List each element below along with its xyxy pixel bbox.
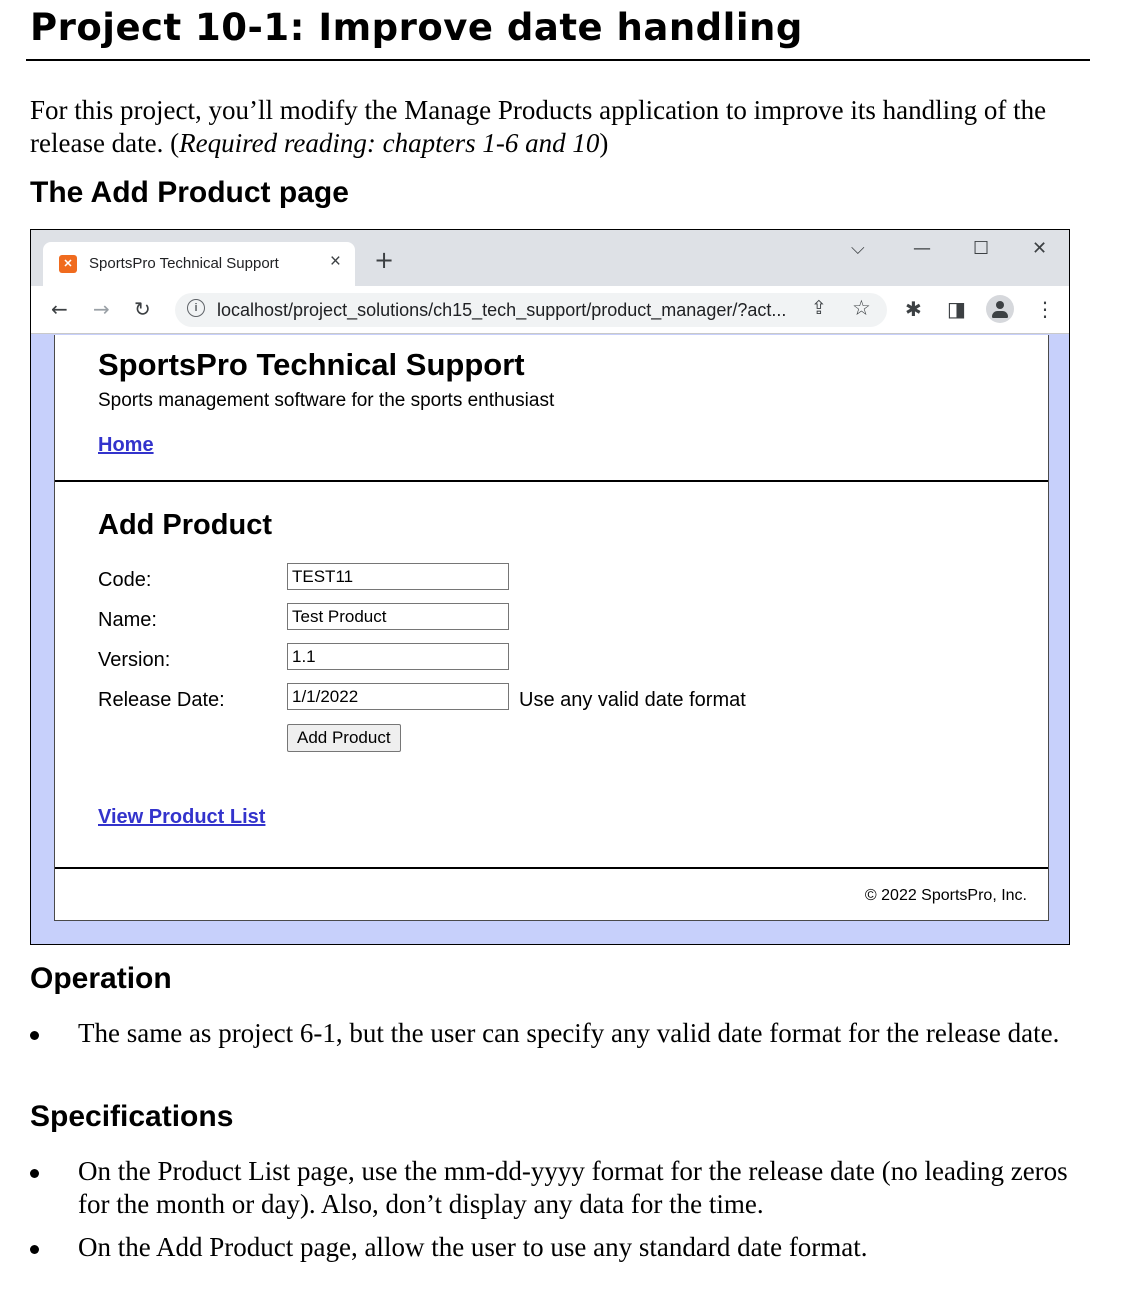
browser-menu-icon[interactable]: ⋮: [1035, 297, 1055, 321]
forward-arrow-icon[interactable]: →: [93, 297, 110, 321]
release-date-label: Release Date:: [98, 689, 225, 711]
address-bar[interactable]: [175, 293, 887, 327]
maximize-icon[interactable]: ☐: [973, 238, 990, 259]
form-title: Add Product: [98, 509, 272, 541]
version-input[interactable]: 1.1: [287, 643, 509, 670]
section-heading-specifications: Specifications: [30, 1100, 234, 1133]
spec-item-text: On the Add Product page, allow the user to use any standard date format.: [78, 1232, 868, 1262]
site-subtitle: Sports management software for the sports enthusiast: [98, 390, 555, 411]
code-input[interactable]: TEST11: [287, 563, 509, 590]
operation-list: [30, 1017, 1080, 1060]
tab-strip: [31, 230, 1069, 286]
copyright-footer: © 2022 SportsPro, Inc.: [864, 887, 1027, 904]
bullet-icon: [30, 1031, 39, 1040]
site-title: SportsPro Technical Support: [98, 347, 525, 382]
name-label: Name:: [98, 609, 157, 631]
side-panel-icon[interactable]: ◨: [947, 297, 966, 321]
operation-item-text: The same as project 6-1, but the user can specify any valid date format for the release date.: [78, 1018, 1060, 1048]
section-heading-operation: Operation: [30, 962, 172, 995]
add-product-button[interactable]: Add Product: [287, 724, 401, 752]
bullet-icon: [30, 1245, 39, 1254]
date-format-hint: Use any valid date format: [519, 689, 746, 711]
bullet-icon: [30, 1169, 39, 1178]
profile-avatar-icon[interactable]: [986, 295, 1014, 323]
specifications-list: [30, 1155, 1080, 1274]
header-divider: [55, 480, 1048, 482]
footer-divider: [55, 867, 1048, 869]
intro-paragraph: [30, 94, 1090, 160]
site-info-icon[interactable]: i: [187, 299, 205, 317]
minimize-icon[interactable]: —: [913, 238, 931, 259]
version-label: Version:: [98, 649, 171, 671]
browser-window: [30, 229, 1070, 945]
tab-close-icon[interactable]: ×: [329, 251, 341, 272]
browser-toolbar: [31, 286, 1069, 334]
bookmark-star-icon[interactable]: ☆: [852, 296, 871, 320]
release-date-input[interactable]: 1/1/2022: [287, 683, 509, 710]
tab-title: SportsPro Technical Support: [89, 255, 279, 272]
favicon-icon: ✕: [59, 255, 77, 273]
list-item: [30, 1231, 1080, 1264]
page-title: Project 10-1: Improve date handling: [30, 6, 803, 49]
code-label: Code:: [98, 569, 152, 591]
intro-close: ): [599, 128, 609, 158]
reload-icon[interactable]: ↻: [134, 297, 151, 321]
extensions-puzzle-icon[interactable]: ✱: [905, 297, 922, 321]
section-heading-add-product: The Add Product page: [30, 176, 349, 209]
tab-search-chevron-icon[interactable]: ⌵: [851, 238, 865, 259]
share-icon[interactable]: ⇪: [811, 297, 827, 319]
list-item: [30, 1155, 1080, 1221]
back-arrow-icon[interactable]: ←: [51, 297, 68, 321]
list-item: [30, 1017, 1080, 1050]
browser-tab[interactable]: [43, 242, 355, 286]
name-input[interactable]: Test Product: [287, 603, 509, 630]
spec-item-text: On the Product List page, use the mm-dd-yyyy format for the release date (no leading zeros for the month or day). Also, don’t display any data for the time.: [78, 1156, 1068, 1219]
view-product-list-link[interactable]: View Product List: [98, 806, 266, 828]
intro-text: For this project, you’ll modify the Manage Products application to improve its handling of the release date. (: [30, 95, 1047, 158]
close-window-icon[interactable]: ✕: [1032, 238, 1048, 259]
site-page: [54, 335, 1049, 921]
title-rule: [26, 59, 1090, 61]
home-link[interactable]: Home: [98, 434, 154, 456]
url-text: localhost/project_solutions/ch15_tech_support/product_manager/?act...: [217, 300, 787, 320]
new-tab-icon[interactable]: +: [374, 246, 395, 274]
intro-required-reading: Required reading: chapters 1-6 and 10: [179, 128, 600, 158]
